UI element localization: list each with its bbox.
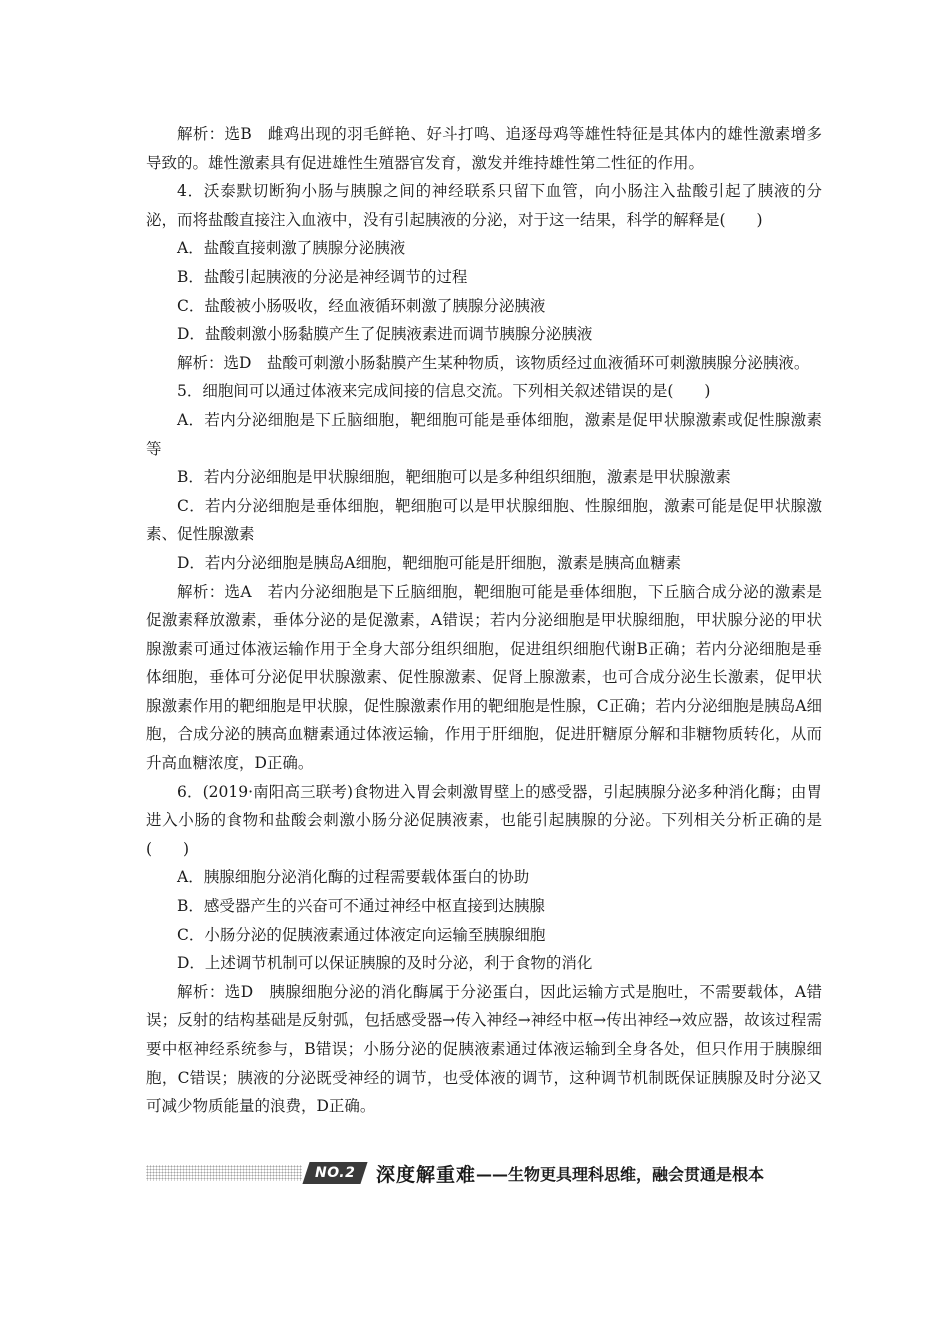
question-6-option-a: A．胰腺细胞分泌消化酶的过程需要载体蛋白的协助 <box>177 868 530 887</box>
banner-dot-pattern <box>146 1165 302 1181</box>
question-6-option-d: D．上述调节机制可以保证胰腺的及时分泌，利于食物的消化 <box>177 954 593 973</box>
question-4-option-d: D．盐酸刺激小肠黏膜产生了促胰液素进而调节胰腺分泌胰液 <box>177 325 593 344</box>
question-5-stem: 5．细胞间可以通过体液来完成间接的信息交流。下列相关叙述错误的是( ) <box>177 382 711 401</box>
question-4-analysis: 解析：选D 盐酸可刺激小肠黏膜产生某种物质，该物质经过血液循环可刺激胰腺分泌胰液。 <box>177 353 810 372</box>
question-5-option-c: C．若内分泌细胞是垂体细胞，靶细胞可以是甲状腺细胞、性腺细胞，激素可能是促甲状腺激素、促性腺激素 <box>146 496 822 544</box>
section-number-badge: NO.2 <box>302 1162 367 1184</box>
question-5-option-d: D．若内分泌细胞是胰岛A细胞，靶细胞可能是肝细胞，激素是胰高血糖素 <box>177 553 682 572</box>
question-4-option-b: B．盐酸引起胰液的分泌是神经调节的过程 <box>177 267 468 286</box>
section-title: 深度解重难 <box>376 1163 477 1186</box>
question-5-option-b: B．若内分泌细胞是甲状腺细胞，靶细胞可以是多种组织细胞，激素是甲状腺激素 <box>177 468 731 487</box>
question-4-stem: 4．沃泰默切断狗小肠与胰腺之间的神经联系只留下血管，向小肠注入盐酸引起了胰液的分泌，而将盐酸直接注入血液中，没有引起胰液的分泌，对于这一结果，科学的解释是( ) <box>146 182 822 229</box>
question-5-analysis: 解析：选A 若内分泌细胞是下丘脑细胞，靶细胞可能是垂体细胞，下丘脑合成分泌的激素是促激素释放激素，垂体分泌的是促激素，A错误；若内分泌细胞是甲状腺细胞，甲状腺分泌的甲状腺激素可通过体液运输作用于全身大部分组织细胞，促进组织细胞代谢B正确；若内分泌细胞是垂体细胞，垂体可分泌促甲状腺激素、促性腺激素、促肾上腺激素，也可合成分泌生长激素，促甲状腺激素作用的靶细胞是甲状腺，促性腺激素作用的靶细胞是性腺，C正确；若内分泌细胞是胰岛A细胞，合成分泌的胰高血糖素通过体液运输，作用于肝细胞，促进肝糖原分解和非糖物质转化，从而升高血糖浓度，D正确。 <box>146 582 822 773</box>
question-6-stem: 6．(2019·南阳高三联考)食物进入胃会刺激胃壁上的感受器，引起胰腺分泌多种消化酶；由胃进入小肠的食物和盐酸会刺激小肠分泌促胰液素，也能引起胰腺的分泌。下列相关分析正确的是( ) <box>146 782 822 858</box>
question-6-option-c: C．小肠分泌的促胰液素通过体液定向运输至胰腺细胞 <box>177 925 546 944</box>
section-subtitle: ——生物更具理科思维，融会贯通是根本 <box>476 1164 765 1184</box>
analysis-paragraph: 解析：选B 雌鸡出现的羽毛鲜艳、好斗打鸣、追逐母鸡等雄性特征是其体内的雄性激素增多导致的。雄性激素具有促进雄性生殖器官发育，激发并维持雄性第二性征的作用。 <box>146 125 822 172</box>
document-body <box>146 120 822 1121</box>
question-6-analysis: 解析：选D 胰腺细胞分泌的消化酶属于分泌蛋白，因此运输方式是胞吐，不需要载体，A错误；反射的结构基础是反射弧，包括感受器→传入神经→神经中枢→传出神经→效应器，故该过程需要中枢神经系统参与，B错误；小肠分泌的促胰液素通过体液运输到全身各处，但只作用于胰腺细胞，C错误；胰液的分泌既受神经的调节，也受体液的调节，这种调节机制既保证胰腺及时分泌又可减少物质能量的浪费，D正确。 <box>146 982 822 1116</box>
question-4-option-a: A．盐酸直接刺激了胰腺分泌胰液 <box>177 239 406 258</box>
question-6-option-b: B．感受器产生的兴奋可不通过神经中枢直接到达胰腺 <box>177 897 545 916</box>
question-4-option-c: C．盐酸被小肠吸收，经血液循环刺激了胰腺分泌胰液 <box>177 296 546 315</box>
section-banner <box>146 1158 822 1188</box>
question-5-option-a: A．若内分泌细胞是下丘脑细胞，靶细胞可能是垂体细胞，激素是促甲状腺激素或促性腺激素等 <box>146 410 822 458</box>
